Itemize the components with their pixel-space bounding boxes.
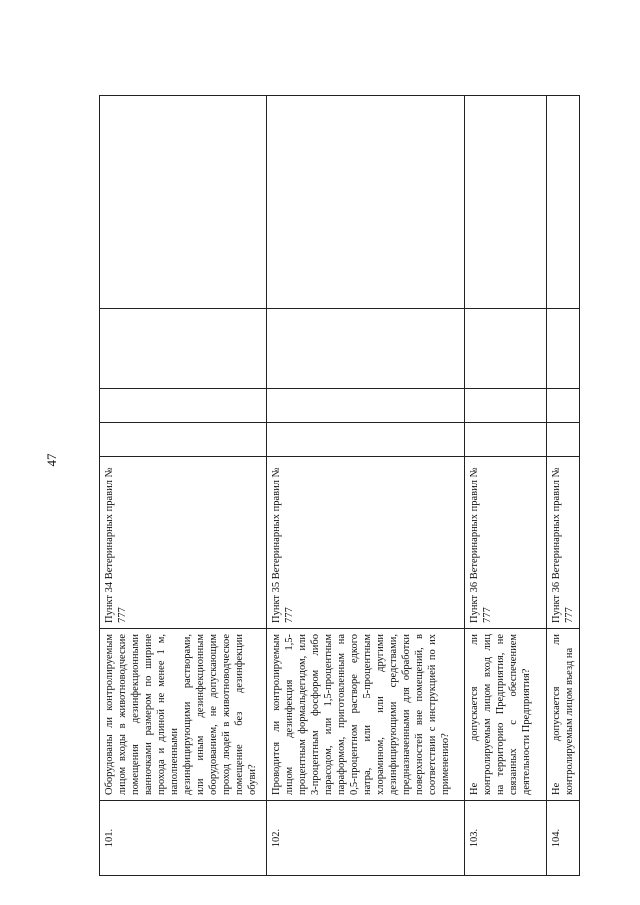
answer-no-cell [465, 389, 547, 423]
question-cell: Не допускается ли контролируемым лицом вход лиц на территорию Предприятия, не связанных с обеспечением деятельности Предприятия? [465, 629, 547, 801]
note-cell [465, 96, 547, 309]
answer-yes-cell [100, 423, 267, 457]
answer-yes-cell [267, 423, 465, 457]
answer-no-cell [267, 389, 465, 423]
rotated-table-wrapper [99, 96, 579, 876]
note-cell [267, 96, 465, 309]
row-number: 101. [100, 801, 267, 876]
not-applicable-cell [465, 309, 547, 389]
question-cell: Оборудованы ли контролируемым лицом входы в животноводческие помещения дезинфекционными ванночками размером по ширине прохода и длиной не менее 1 м, наполненными дезинфицирующими растворами, или иным дезинфекционным оборудованием, не допускающим проход людей в животноводческое помещение без дезинфекции обуви? [100, 629, 267, 801]
page-number: 47 [44, 453, 59, 467]
table-row [465, 96, 547, 876]
row-number: 103. [465, 801, 547, 876]
table-row [547, 96, 580, 876]
reference-cell: Пункт 36 Ветеринарных правил № 777 [547, 457, 580, 629]
note-cell [100, 96, 267, 309]
reference-cell: Пункт 34 Ветеринарных правил № 777 [100, 457, 267, 629]
not-applicable-cell [100, 309, 267, 389]
answer-no-cell [100, 389, 267, 423]
row-number: 102. [267, 801, 465, 876]
note-cell [547, 96, 580, 309]
reference-cell: Пункт 35 Ветеринарных правил № 777 [267, 457, 465, 629]
answer-yes-cell [547, 423, 580, 457]
question-cell: Проводится ли контролируемым лицом дезинфекция 1,5-процентным формальдегидом, или 3-процентным фосфором либо парасодом, или 1,5-процентным параформом, приготовленным на 0,5-процентном растворе едкого натра, или 5-процентным хлорамином, или другими дезинфицирующими средствами, предназначенными для обработки поверхностей вне помещений, в соответствии с инструкцией по их применению? [267, 629, 465, 801]
answer-yes-cell [465, 423, 547, 457]
checklist-table [99, 95, 580, 876]
table-row [100, 96, 267, 876]
table-row [267, 96, 465, 876]
not-applicable-cell [267, 309, 465, 389]
answer-no-cell [547, 389, 580, 423]
reference-cell: Пункт 36 Ветеринарных правил № 777 [465, 457, 547, 629]
row-number: 104. [547, 801, 580, 876]
question-cell: Не допускается ли контролируемым лицом въезд на [547, 629, 580, 801]
not-applicable-cell [547, 309, 580, 389]
